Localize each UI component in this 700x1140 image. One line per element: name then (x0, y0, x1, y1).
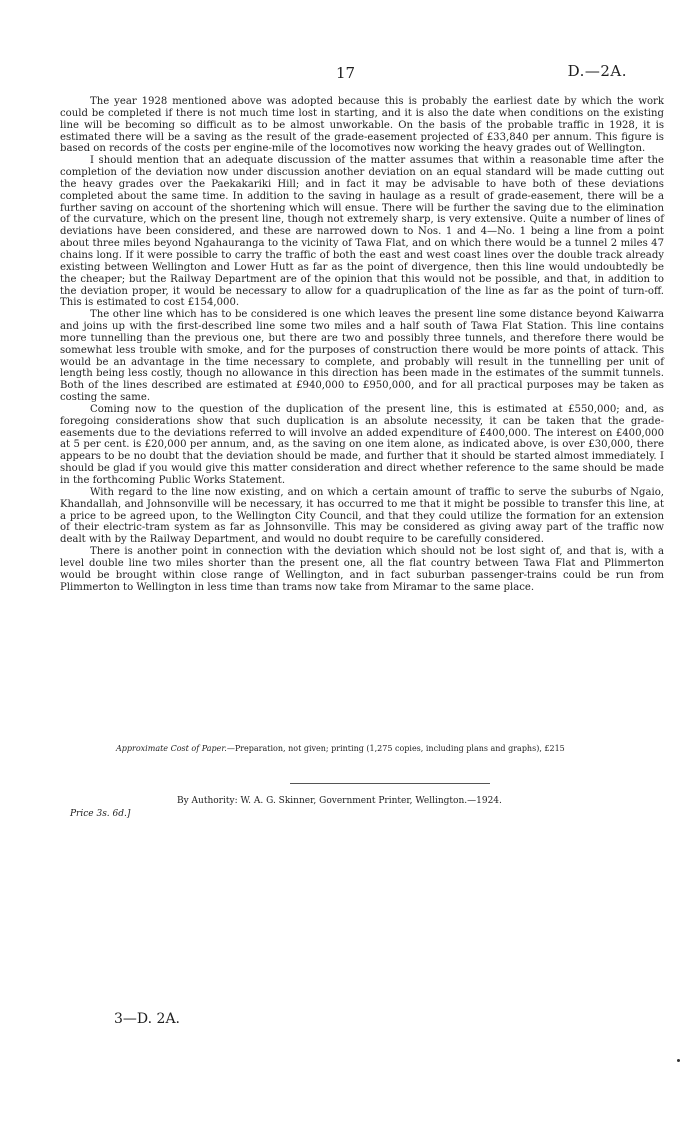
price-line: Price 3s. 6d.] (70, 809, 131, 819)
paragraph: Coming now to the question of the duplication of the present line, this is estimated at £550,000; and, as foregoing considerations show that such duplication is an absolute necessity, it can be taken that the grade-easements due to the deviations referred to will involve an added expenditure of £400,000. The interest on £400,000 at 5 per cent. is £20,000 per annum, and, as the saving on one item alone, as indicated above, is over £30,000, there appears to be no doubt that the deviation should be made, and further that it should be started almost immediately. I should be glad if you would give this matter consideration and direct whether reference to the same should be made in the forthcoming Public Works Statement. (60, 403, 664, 486)
document-reference: D.—2A. (567, 62, 627, 80)
cost-of-paper-line (116, 744, 676, 753)
footer-rule (290, 783, 490, 784)
paragraph: The other line which has to be considered is one which leaves the present line some distance beyond Kaiwarra and joins up with the first-described line some two miles and a half south of Tawa Flat Station. This line contains more tunnelling than the previous one, but there are two and possibly three tunnels, and therefore there would be somewhat less trouble with smoke, and for the purposes of construction there would be more points of attack. This would be an advantage in the time necessary to complete, and probably will result in the tunnelling per unit of length being less costly, though no allowance in this direction has been made in the estimates of the summit tunnels. Both of the lines described are estimated at £940,000 to £950,000, and for all practical purposes may be taken as costing the same. (60, 309, 664, 404)
cost-of-paper-text: —Preparation, not given; printing (1,275 copies, including plans and graphs), £215 (226, 744, 565, 753)
paragraph: The year 1928 mentioned above was adopted because this is probably the earliest date by which the work could be completed if there is not much time lost in starting, and it is also the date when conditions on the existing line will be becoming so difficult as to be almost unworkable. On the basis of the probable traffic in 1928, it is estimated there will be a saving as the result of the grade-easement projected of £33,840 per annum. This figure is based on records of the costs per engine-mile of the locomotives now working the heavy grades out of Wellington. (60, 96, 664, 155)
cost-of-paper-label: Approximate Cost of Paper. (116, 744, 227, 753)
body-text (60, 96, 664, 593)
paragraph: I should mention that an adequate discussion of the matter assumes that within a reasonable time after the completion of the deviation now under discussion another deviation on an equal standard will be made cutting out the heavy grades over the Paekakariki Hill; and in fact it may be advisable to have both of these deviations completed about the same time. In addition to the saving in haulage as a result of grade-easement, there will be a further saving on account of the shortening which will ensue. There will be further the saving due to the elimination of the curvature, which on the present line, though not extremely sharp, is very extensive. Quite a number of lines of deviations have been considered, and these are narrowed down to Nos. 1 and 4—No. 1 being a line from a point about three miles beyond Ngahauranga to the vicinity of Tawa Flat, and on which there would be a tunnel 2 miles 47 chains long. If it were possible to carry the traffic of both the east and west coast lines over the double track already existing between Wellington and Lower Hutt as far as the point of divergence, then this line would undoubtedly be the cheaper; but the Railway Department are of the opinion that this would not be possible, and that, in addition to the deviation proper, it would be necessary to allow for a quadruplication of the line as far as the point of turn-off. This is estimated to cost £154,000. (60, 155, 664, 309)
authority-line: By Authority: W. A. G. Skinner, Government Printer, Wellington.—1924. (177, 796, 502, 806)
paragraph: There is another point in connection with the deviation which should not be lost sight of, and that is, with a level double line two miles shorter than the present one, all the flat country between Tawa Flat and Plimmerton would be brought within close range of Wellington, and in fact suburban passenger-trains could be run from Plimmerton to Wellington in less time than trams now take from Miramar to the same place. (60, 546, 664, 593)
paragraph: With regard to the line now existing, and on which a certain amount of traffic to serve the suburbs of Ngaio, Khandallah, and Johnsonville will be necessary, it has occurred to me that it might be possible to transfer this line, at a price to be agreed upon, to the Wellington City Council, and that they could utilize the formation for an extension of their electric-tram system as far as Johnsonville. This may be considered as giving away part of the traffic now dealt with by the Railway Department, and would no doubt require to be carefully considered. (60, 486, 664, 546)
page-speck (677, 1059, 680, 1062)
page-number: 17 (336, 64, 356, 82)
footer-code: 3—D. 2A. (114, 1011, 181, 1027)
